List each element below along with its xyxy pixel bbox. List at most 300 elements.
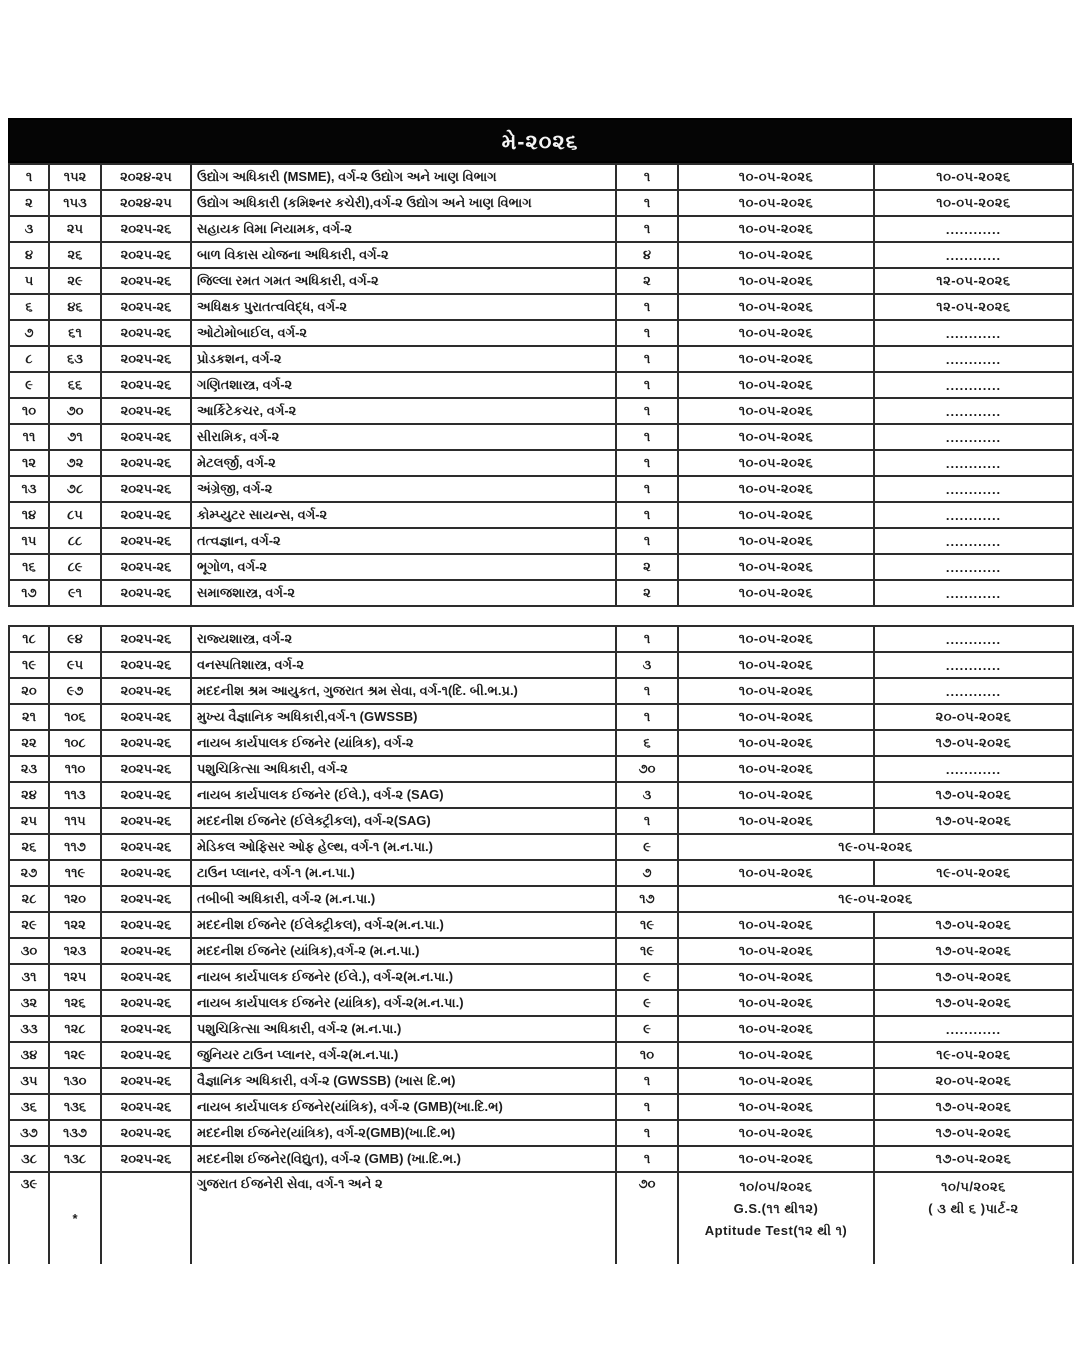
vacancy-count-cell: ૯ [616, 990, 678, 1016]
year-cell: ૨૦૨૫-૨૬ [101, 730, 191, 756]
vacancy-count-cell: ૩ [616, 652, 678, 678]
vacancy-count-cell: ૧ [616, 424, 678, 450]
table-row [9, 990, 1073, 1016]
serial-number-cell: ૧૮ [9, 626, 49, 652]
prelim-exam-date-cell: ૧૦-૦૫-૨૦૨૬ [678, 990, 874, 1016]
advertisement-number-cell: ૧૧૦ [49, 756, 101, 782]
exam-schedule-table-upper [8, 163, 1074, 607]
main-exam-date-cell: ............ [874, 580, 1073, 606]
vacancy-count-cell: ૧૯ [616, 938, 678, 964]
serial-number-cell: ૨૫ [9, 808, 49, 834]
advertisement-number-cell: ૧૧૯ [49, 860, 101, 886]
serial-number-cell: ૩૬ [9, 1094, 49, 1120]
year-cell: ૨૦૨૫-૨૬ [101, 886, 191, 912]
post-name-cell: નાયબ કાર્યપાલક ઈજનેર (ઈલે.), વર્ગ-૨ (SAG) [191, 782, 616, 808]
advertisement-number-cell: ૯૭ [49, 678, 101, 704]
prelim-exam-date-cell [678, 1172, 874, 1264]
post-name-cell: મદદનીશ ઈજનેર(વિદ્યુત), વર્ગ-૨ (GMB) (ખા.દિ.ભ.) [191, 1146, 616, 1172]
table-row [9, 190, 1073, 216]
post-name-cell: મદદનીશ ઈજનેર (ઈલેક્ટ્રીકલ), વર્ગ-૨(મ.ન.પા.) [191, 912, 616, 938]
post-name-cell: જુનિયર ટાઉન પ્લાનર, વર્ગ-૨(મ.ન.પા.) [191, 1042, 616, 1068]
advertisement-number-cell: * [49, 1172, 101, 1264]
serial-number-cell: ૧૭ [9, 580, 49, 606]
prelim-exam-date-cell: ૧૦-૦૫-૨૦૨૬ [678, 320, 874, 346]
year-cell: ૨૦૨૫-૨૬ [101, 912, 191, 938]
year-cell: ૨૦૨૫-૨૬ [101, 424, 191, 450]
serial-number-cell: ૧૬ [9, 554, 49, 580]
serial-number-cell: ૩૮ [9, 1146, 49, 1172]
table-row [9, 320, 1073, 346]
advertisement-number-cell: ૭૨ [49, 450, 101, 476]
year-cell: ૨૦૨૪-૨૫ [101, 190, 191, 216]
main-exam-date-cell: ૧૦-૦૫-૨૦૨૬ [874, 164, 1073, 190]
year-cell: ૨૦૨૫-૨૬ [101, 216, 191, 242]
advertisement-number-cell: ૧૦૮ [49, 730, 101, 756]
prelim-exam-date-cell: ૧૦-૦૫-૨૦૨૬ [678, 528, 874, 554]
year-cell: ૨૦૨૫-૨૬ [101, 1094, 191, 1120]
main-exam-date-cell: ............ [874, 554, 1073, 580]
main-exam-date-cell: ............ [874, 424, 1073, 450]
main-exam-date-cell: ............ [874, 502, 1073, 528]
advertisement-number-cell: ૬૩ [49, 346, 101, 372]
advertisement-number-cell: ૧૨૦ [49, 886, 101, 912]
year-cell: ૨૦૨૫-૨૬ [101, 320, 191, 346]
serial-number-cell: ૩૯ [9, 1172, 49, 1264]
prelim-exam-date-cell: ૧૦-૦૫-૨૦૨૬ [678, 242, 874, 268]
serial-number-cell: ૩૩ [9, 1016, 49, 1042]
post-name-cell: મદદનીશ ઈજનેર (ઈલેક્ટ્રીકલ), વર્ગ-૨(SAG) [191, 808, 616, 834]
serial-number-cell: ૩૫ [9, 1068, 49, 1094]
table-row [9, 1094, 1073, 1120]
table-row [9, 1172, 1073, 1264]
prelim-exam-date-cell: ૧૦-૦૫-૨૦૨૬ [678, 164, 874, 190]
table-row [9, 424, 1073, 450]
advertisement-number-cell: ૨૬ [49, 242, 101, 268]
year-cell: ૨૦૨૫-૨૬ [101, 704, 191, 730]
advertisement-number-cell: ૧૨૯ [49, 1042, 101, 1068]
advertisement-number-cell: ૬૧ [49, 320, 101, 346]
year-cell: ૨૦૨૫-૨૬ [101, 1016, 191, 1042]
table-row [9, 398, 1073, 424]
year-cell: ૨૦૨૫-૨૬ [101, 990, 191, 1016]
table-row [9, 1042, 1073, 1068]
vacancy-count-cell: ૧ [616, 216, 678, 242]
table-row [9, 808, 1073, 834]
table-row [9, 782, 1073, 808]
table-row [9, 834, 1073, 860]
serial-number-cell: ૧૩ [9, 476, 49, 502]
main-exam-date-cell: ૧૨-૦૫-૨૦૨૬ [874, 268, 1073, 294]
vacancy-count-cell: ૧ [616, 164, 678, 190]
serial-number-cell: ૩૪ [9, 1042, 49, 1068]
post-name-cell: મદદનીશ ઈજનેર (યાંત્રિક),વર્ગ-૨ (મ.ન.પા.) [191, 938, 616, 964]
year-cell: ૨૦૨૫-૨૬ [101, 834, 191, 860]
advertisement-number-cell: ૧૨૩ [49, 938, 101, 964]
advertisement-number-cell: ૧૩૬ [49, 1094, 101, 1120]
advertisement-number-cell: ૧૩૦ [49, 1068, 101, 1094]
year-cell: ૨૦૨૫-૨૬ [101, 398, 191, 424]
main-exam-date-cell: ............ [874, 320, 1073, 346]
table-row [9, 652, 1073, 678]
prelim-exam-date-cell: ૧૦-૦૫-૨૦૨૬ [678, 808, 874, 834]
prelim-exam-date-cell: ૧૦-૦૫-૨૦૨૬ [678, 554, 874, 580]
prelim-exam-date-cell: ૧૦-૦૫-૨૦૨૬ [678, 730, 874, 756]
prelim-exam-date-cell: ૧૦-૦૫-૨૦૨૬ [678, 964, 874, 990]
year-cell: ૨૦૨૫-૨૬ [101, 652, 191, 678]
post-name-cell: તત્વજ્ઞાન, વર્ગ-૨ [191, 528, 616, 554]
prelim-exam-date-cell: ૧૦-૦૫-૨૦૨૬ [678, 216, 874, 242]
prelim-exam-date-cell: ૧૦-૦૫-૨૦૨૬ [678, 450, 874, 476]
main-exam-date-cell: ............ [874, 242, 1073, 268]
main-exam-date-cell: ............ [874, 1016, 1073, 1042]
main-exam-date-cell: ૧૯-૦૫-૨૦૨૬ [874, 860, 1073, 886]
exam-schedule-sheet [8, 118, 1072, 1264]
year-cell: ૨૦૨૫-૨૬ [101, 476, 191, 502]
serial-number-cell: ૩૭ [9, 1120, 49, 1146]
post-name-cell: તબીબી અધિકારી, વર્ગ-૨ (મ.ન.પા.) [191, 886, 616, 912]
post-name-cell: ગુજરાત ઈજનેરી સેવા, વર્ગ-૧ અને ૨ [191, 1172, 616, 1264]
table-row [9, 938, 1073, 964]
vacancy-count-cell: ૧ [616, 398, 678, 424]
year-cell: ૨૦૨૪-૨૫ [101, 164, 191, 190]
serial-number-cell: ૩૦ [9, 938, 49, 964]
table-row [9, 242, 1073, 268]
post-name-cell: કોમ્પ્યુટર સાયન્સ, વર્ગ-૨ [191, 502, 616, 528]
year-cell: ૨૦૨૫-૨૬ [101, 782, 191, 808]
serial-number-cell: ૨૧ [9, 704, 49, 730]
post-name-cell: મદદનીશ શ્રમ આયુકત, ગુજરાત શ્રમ સેવા, વર્ગ-૧(દિ. બી.ભ.પ્ર.) [191, 678, 616, 704]
post-name-cell: ગણિતશાસ્ત્ર, વર્ગ-૨ [191, 372, 616, 398]
main-exam-date-cell: ૧૭-૦૫-૨૦૨૬ [874, 808, 1073, 834]
table-row [9, 730, 1073, 756]
prelim-exam-date-cell: ૧૦-૦૫-૨૦૨૬ [678, 678, 874, 704]
post-name-cell: મદદનીશ ઈજનેર(યાંત્રિક), વર્ગ-૨(GMB)(ખા.દિ.ભ) [191, 1120, 616, 1146]
serial-number-cell: ૧૪ [9, 502, 49, 528]
main-exam-date-cell: ૧૨-૦૫-૨૦૨૬ [874, 294, 1073, 320]
table-row [9, 372, 1073, 398]
main-exam-date-cell: ............ [874, 372, 1073, 398]
year-cell: ૨૦૨૫-૨૬ [101, 528, 191, 554]
serial-number-cell: ૨૭ [9, 860, 49, 886]
year-cell: ૨૦૨૫-૨૬ [101, 1146, 191, 1172]
table-row [9, 346, 1073, 372]
advertisement-number-cell: ૧૧૭ [49, 834, 101, 860]
serial-number-cell: ૨૮ [9, 886, 49, 912]
advertisement-number-cell: ૧૨૨ [49, 912, 101, 938]
serial-number-cell: ૧૨ [9, 450, 49, 476]
serial-number-cell: ૨૯ [9, 912, 49, 938]
vacancy-count-cell: ૧ [616, 1120, 678, 1146]
year-cell: ૨૦૨૫-૨૬ [101, 346, 191, 372]
serial-number-cell: ૪ [9, 242, 49, 268]
main-exam-date-cell: ૧૭-૦૫-૨૦૨૬ [874, 964, 1073, 990]
year-cell: ૨૦૨૫-૨૬ [101, 808, 191, 834]
advertisement-number-cell: ૧૨૬ [49, 990, 101, 1016]
table-row [9, 860, 1073, 886]
vacancy-count-cell: ૨ [616, 554, 678, 580]
vacancy-count-cell: ૧ [616, 678, 678, 704]
post-name-cell: સીરામિક, વર્ગ-૨ [191, 424, 616, 450]
advertisement-number-cell: ૧૧૫ [49, 808, 101, 834]
prelim-exam-date-cell: ૧૦-૦૫-૨૦૨૬ [678, 1094, 874, 1120]
main-exam-date-cell: ............ [874, 652, 1073, 678]
year-cell: ૨૦૨૫-૨૬ [101, 502, 191, 528]
prelim-exam-date-cell: ૧૦-૦૫-૨૦૨૬ [678, 190, 874, 216]
vacancy-count-cell: ૧ [616, 1068, 678, 1094]
advertisement-number-cell: ૧૫૨ [49, 164, 101, 190]
prelim-exam-date-cell: ૧૦-૦૫-૨૦૨૬ [678, 580, 874, 606]
main-exam-date-cell: ............ [874, 216, 1073, 242]
advertisement-number-cell: ૧૨૫ [49, 964, 101, 990]
table-row [9, 756, 1073, 782]
serial-number-cell: ૩૨ [9, 990, 49, 1016]
date-line: ૧૦/૦૫/૨૦૨૬ [739, 1179, 813, 1194]
advertisement-number-cell: ૬૬ [49, 372, 101, 398]
vacancy-count-cell: ૭૦ [616, 756, 678, 782]
main-exam-date-cell: ૧૭-૦૫-૨૦૨૬ [874, 1146, 1073, 1172]
serial-number-cell: ૧૯ [9, 652, 49, 678]
exam-schedule-table-lower [8, 625, 1074, 1264]
vacancy-count-cell: ૧ [616, 372, 678, 398]
vacancy-count-cell: ૭ [616, 860, 678, 886]
year-cell: ૨૦૨૫-૨૬ [101, 1120, 191, 1146]
year-cell: ૨૦૨૫-૨૬ [101, 756, 191, 782]
year-cell: ૨૦૨૫-૨૬ [101, 1068, 191, 1094]
serial-number-cell: ૧ [9, 164, 49, 190]
advertisement-number-cell: ૮૫ [49, 502, 101, 528]
prelim-exam-date-cell: ૧૦-૦૫-૨૦૨૬ [678, 704, 874, 730]
post-name-cell: અંગ્રેજી, વર્ગ-૨ [191, 476, 616, 502]
date-line: ૧૦/૫/૨૦૨૬ [941, 1179, 1006, 1194]
vacancy-count-cell: ૯ [616, 834, 678, 860]
prelim-exam-date-cell: ૧૦-૦૫-૨૦૨૬ [678, 1120, 874, 1146]
prelim-exam-date-cell: ૧૦-૦૫-૨૦૨૬ [678, 626, 874, 652]
vacancy-count-cell: ૧ [616, 808, 678, 834]
vacancy-count-cell: ૧ [616, 1094, 678, 1120]
advertisement-number-cell: ૯૧ [49, 580, 101, 606]
year-cell: ૨૦૨૫-૨૬ [101, 268, 191, 294]
main-exam-date-cell: ૨૦-૦૫-૨૦૨૬ [874, 704, 1073, 730]
advertisement-number-cell: ૨૯ [49, 268, 101, 294]
main-exam-date-cell: ............ [874, 528, 1073, 554]
serial-number-cell: ૧૫ [9, 528, 49, 554]
serial-number-cell: ૭ [9, 320, 49, 346]
date-line: Aptitude Test(૧૨ થી ૧) [704, 1223, 848, 1238]
main-exam-date-cell: ૧૭-૦૫-૨૦૨૬ [874, 782, 1073, 808]
vacancy-count-cell: ૧ [616, 626, 678, 652]
main-exam-date-cell: ............ [874, 756, 1073, 782]
prelim-exam-date-cell: ૧૦-૦૫-૨૦૨૬ [678, 782, 874, 808]
vacancy-count-cell: ૧૦ [616, 1042, 678, 1068]
post-name-cell: અધિક્ષક પુરાતત્વવિદ્ધ, વર્ગ-૨ [191, 294, 616, 320]
prelim-exam-date-cell: ૧૦-૦૫-૨૦૨૬ [678, 502, 874, 528]
prelim-exam-date-cell: ૧૦-૦૫-૨૦૨૬ [678, 398, 874, 424]
post-name-cell: વનસ્પતિશાસ્ત્ર, વર્ગ-૨ [191, 652, 616, 678]
post-name-cell: પશુચિકિત્સા અધિકારી, વર્ગ-૨ [191, 756, 616, 782]
post-name-cell: બાળ વિકાસ યોજના અધિકારી, વર્ગ-૨ [191, 242, 616, 268]
table-row [9, 1120, 1073, 1146]
table-row [9, 1068, 1073, 1094]
prelim-exam-date-cell: ૧૦-૦૫-૨૦૨૬ [678, 294, 874, 320]
prelim-exam-date-cell: ૧૦-૦૫-૨૦૨૬ [678, 268, 874, 294]
main-exam-date-cell: ............ [874, 346, 1073, 372]
prelim-exam-date-cell: ૧૦-૦૫-૨૦૨૬ [678, 1146, 874, 1172]
serial-number-cell: ૨૩ [9, 756, 49, 782]
table-row [9, 554, 1073, 580]
post-name-cell: પ્રોડકશન, વર્ગ-૨ [191, 346, 616, 372]
advertisement-number-cell: ૧૨૮ [49, 1016, 101, 1042]
main-exam-date-cell: ૧૭-૦૫-૨૦૨૬ [874, 1094, 1073, 1120]
advertisement-number-cell: ૭૧ [49, 424, 101, 450]
serial-number-cell: ૧૦ [9, 398, 49, 424]
vacancy-count-cell: ૧૯ [616, 912, 678, 938]
vacancy-count-cell: ૨ [616, 580, 678, 606]
table-row [9, 216, 1073, 242]
table-row [9, 1016, 1073, 1042]
year-cell: ૨૦૨૫-૨૬ [101, 554, 191, 580]
vacancy-count-cell: ૧ [616, 450, 678, 476]
post-name-cell: મેડિકલ ઓફિસર ઓફ હેલ્થ, વર્ગ-૧ (મ.ન.પા.) [191, 834, 616, 860]
serial-number-cell: ૧૧ [9, 424, 49, 450]
table-row [9, 964, 1073, 990]
main-exam-date-cell: ૧૦-૦૫-૨૦૨૬ [874, 190, 1073, 216]
post-name-cell: નાયબ કાર્યપાલક ઈજનેર (યાંત્રિક), વર્ગ-૨(મ.ન.પા.) [191, 990, 616, 1016]
vacancy-count-cell: ૧ [616, 294, 678, 320]
year-cell: ૨૦૨૫-૨૬ [101, 450, 191, 476]
post-name-cell: ભૂગોળ, વર્ગ-૨ [191, 554, 616, 580]
advertisement-number-cell: ૧૦૬ [49, 704, 101, 730]
advertisement-number-cell: ૮૯ [49, 554, 101, 580]
exam-date-merged-cell: ૧૯-૦૫-૨૦૨૬ [678, 834, 1073, 860]
main-exam-date-cell [874, 1172, 1073, 1264]
table-row [9, 528, 1073, 554]
serial-number-cell: ૨૪ [9, 782, 49, 808]
main-exam-date-cell: ............ [874, 476, 1073, 502]
prelim-exam-date-cell: ૧૦-૦૫-૨૦૨૬ [678, 372, 874, 398]
table-row [9, 476, 1073, 502]
advertisement-number-cell: ૨૫ [49, 216, 101, 242]
prelim-exam-date-cell: ૧૦-૦૫-૨૦૨૬ [678, 912, 874, 938]
table-row [9, 268, 1073, 294]
post-name-cell: ટાઉન પ્લાનર, વર્ગ-૧ (મ.ન.પા.) [191, 860, 616, 886]
advertisement-number-cell: ૯૫ [49, 652, 101, 678]
table-row [9, 164, 1073, 190]
table-row [9, 912, 1073, 938]
post-name-cell: પશુચિકિત્સા અધિકારી, વર્ગ-૨ (મ.ન.પા.) [191, 1016, 616, 1042]
main-exam-date-cell: ૧૯-૦૫-૨૦૨૬ [874, 1042, 1073, 1068]
month-title: મે-૨૦૨૬ [8, 118, 1072, 163]
vacancy-count-cell: ૧ [616, 346, 678, 372]
post-name-cell: મેટલર્જી, વર્ગ-૨ [191, 450, 616, 476]
prelim-exam-date-cell: ૧૦-૦૫-૨૦૨૬ [678, 756, 874, 782]
advertisement-number-cell: ૪૬ [49, 294, 101, 320]
year-cell: ૨૦૨૫-૨૬ [101, 372, 191, 398]
vacancy-count-cell: ૯ [616, 1016, 678, 1042]
prelim-exam-date-cell: ૧૦-૦૫-૨૦૨૬ [678, 938, 874, 964]
prelim-exam-date-cell: ૧૦-૦૫-૨૦૨૬ [678, 1016, 874, 1042]
table-row [9, 1146, 1073, 1172]
advertisement-number-cell: ૧૫૩ [49, 190, 101, 216]
prelim-exam-date-cell: ૧૦-૦૫-૨૦૨૬ [678, 1068, 874, 1094]
advertisement-number-cell: ૧૧૩ [49, 782, 101, 808]
year-cell: ૨૦૨૫-૨૬ [101, 580, 191, 606]
year-cell: ૨૦૨૫-૨૬ [101, 1042, 191, 1068]
prelim-exam-date-cell: ૧૦-૦૫-૨૦૨૬ [678, 860, 874, 886]
vacancy-count-cell: ૧ [616, 704, 678, 730]
vacancy-count-cell: ૨ [616, 268, 678, 294]
main-exam-date-cell: ૧૭-૦૫-૨૦૨૬ [874, 1120, 1073, 1146]
year-cell: ૨૦૨૫-૨૬ [101, 294, 191, 320]
serial-number-cell: ૨૬ [9, 834, 49, 860]
main-exam-date-cell: ૨૦-૦૫-૨૦૨૬ [874, 1068, 1073, 1094]
year-cell: ૨૦૨૫-૨૬ [101, 938, 191, 964]
exam-date-merged-cell: ૧૯-૦૫-૨૦૨૬ [678, 886, 1073, 912]
serial-number-cell: ૨ [9, 190, 49, 216]
vacancy-count-cell: ૧૭ [616, 886, 678, 912]
serial-number-cell: ૮ [9, 346, 49, 372]
prelim-exam-date-cell: ૧૦-૦૫-૨૦૨૬ [678, 1042, 874, 1068]
post-name-cell: જિલ્લા રમત ગમત અધિકારી, વર્ગ-૨ [191, 268, 616, 294]
vacancy-count-cell: ૧ [616, 190, 678, 216]
advertisement-number-cell: ૧૩૮ [49, 1146, 101, 1172]
vacancy-count-cell: ૪ [616, 242, 678, 268]
vacancy-count-cell: ૧ [616, 1146, 678, 1172]
post-name-cell: રાજ્યશાસ્ત્ર, વર્ગ-૨ [191, 626, 616, 652]
date-line: ( ૩ થી ૬ )પાર્ટ-૨ [928, 1201, 1019, 1216]
table-row [9, 502, 1073, 528]
vacancy-count-cell: ૧ [616, 320, 678, 346]
post-name-cell: નાયબ કાર્યપાલક ઈજનેર (યાંત્રિક), વર્ગ-૨ [191, 730, 616, 756]
post-name-cell: સહાયક વિમા નિયામક, વર્ગ-૨ [191, 216, 616, 242]
main-exam-date-cell: ............ [874, 678, 1073, 704]
main-exam-date-cell: ૧૭-૦૫-૨૦૨૬ [874, 938, 1073, 964]
main-exam-date-cell: ............ [874, 450, 1073, 476]
table-row [9, 678, 1073, 704]
post-name-cell: નાયબ કાર્યપાલક ઈજનેર (ઈલે.), વર્ગ-૨(મ.ન.પા.) [191, 964, 616, 990]
post-name-cell: નાયબ કાર્યપાલક ઈજનેર(યાંત્રિક), વર્ગ-૨ (GMB)(ખા.દિ.ભ) [191, 1094, 616, 1120]
table-row [9, 294, 1073, 320]
vacancy-count-cell: ૩ [616, 782, 678, 808]
prelim-exam-date-cell: ૧૦-૦૫-૨૦૨૬ [678, 476, 874, 502]
serial-number-cell: ૩ [9, 216, 49, 242]
year-cell: ૨૦૨૫-૨૬ [101, 964, 191, 990]
post-name-cell: મુખ્ય વૈજ્ઞાનિક અધિકારી,વર્ગ-૧ (GWSSB) [191, 704, 616, 730]
vacancy-count-cell: ૭૦ [616, 1172, 678, 1264]
post-name-cell: સમાજશાસ્ત્ર, વર્ગ-૨ [191, 580, 616, 606]
post-name-cell: આર્કિટેકચર, વર્ગ-૨ [191, 398, 616, 424]
main-exam-date-cell: ૧૭-૦૫-૨૦૨૬ [874, 912, 1073, 938]
table-row [9, 626, 1073, 652]
vacancy-count-cell: ૧ [616, 528, 678, 554]
serial-number-cell: ૩૧ [9, 964, 49, 990]
vacancy-count-cell: ૧ [616, 476, 678, 502]
prelim-exam-date-cell: ૧૦-૦૫-૨૦૨૬ [678, 424, 874, 450]
serial-number-cell: ૫ [9, 268, 49, 294]
serial-number-cell: ૨૨ [9, 730, 49, 756]
post-name-cell: વૈજ્ઞાનિક અધિકારી, વર્ગ-૨ (GWSSB) (ખાસ દિ.ભ) [191, 1068, 616, 1094]
table-row [9, 450, 1073, 476]
advertisement-number-cell: ૭૦ [49, 398, 101, 424]
date-line: G.S.(૧૧ થી૧૨) [733, 1201, 819, 1216]
year-cell: ૨૦૨૫-૨૬ [101, 626, 191, 652]
serial-number-cell: ૬ [9, 294, 49, 320]
vacancy-count-cell: ૬ [616, 730, 678, 756]
year-cell: ૨૦૨૫-૨૬ [101, 242, 191, 268]
main-exam-date-cell: ............ [874, 626, 1073, 652]
table-row [9, 704, 1073, 730]
advertisement-number-cell: ૯૪ [49, 626, 101, 652]
advertisement-number-cell: ૧૩૭ [49, 1120, 101, 1146]
